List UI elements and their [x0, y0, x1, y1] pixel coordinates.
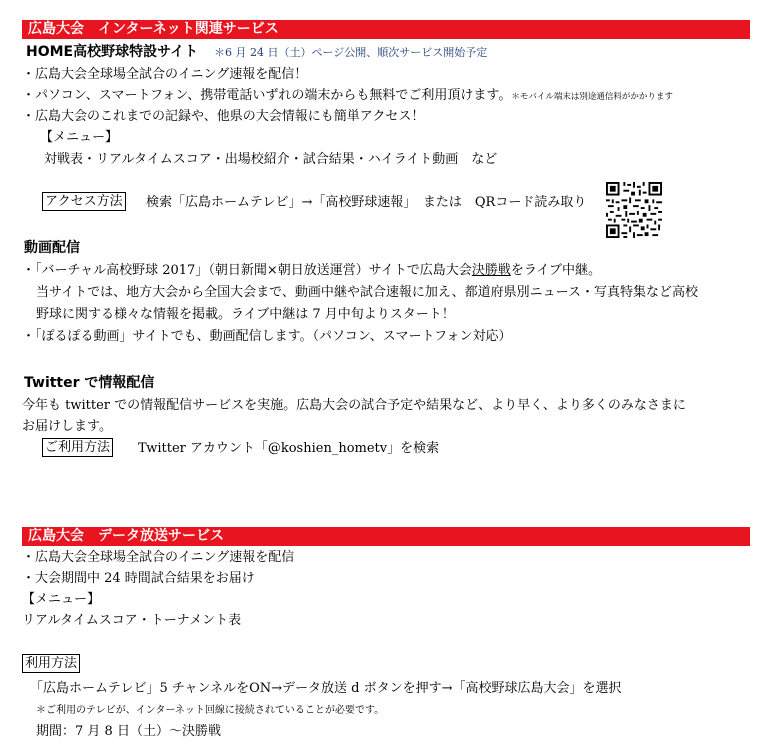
internet-menu-label: 【メニュー】 [40, 130, 119, 145]
data-broadcast-banner [22, 527, 750, 546]
data-usage-text: 「広島ホームテレビ」5 チャンネルをON→データ放送 d ボタンを押す→「高校野球広島大会」を選択 [30, 681, 622, 696]
internet-bullet-3: ・広島大会のこれまでの記録や、他県の大会情報にも簡単アクセス！ [22, 109, 425, 124]
twitter-heading: Twitter で情報配信 [24, 375, 155, 391]
twitter-usage-text: Twitter アカウント「@koshien_hometv」を検索 [138, 441, 440, 456]
internet-services-banner [22, 20, 750, 39]
data-bullet-1: ・広島大会全球場全試合のイニング速報を配信 [22, 550, 295, 565]
data-usage-note: ＊ご利用のテレビが、インターネット回線に接続されていることが必要です。 [36, 705, 385, 716]
data-menu-items: リアルタイムスコア・トーナメント表 [22, 613, 242, 628]
video-line-1 [22, 261, 601, 281]
twitter-usage-label: ご利用方法 [42, 438, 113, 458]
qr-code-icon[interactable] [606, 182, 662, 238]
internet-services-title: 広島大会 インターネット関連サービス [28, 21, 279, 37]
data-broadcast-title: 広島大会 データ放送サービス [28, 528, 224, 544]
access-method-text: 検索「広島ホームテレビ」→「高校野球速報」 または QRコード読み取り [146, 195, 587, 210]
video-line-3: 野球に関する様々な情報を掲載。ライブ中継は 7 月中旬よりスタート！ [36, 307, 455, 322]
mobile-fee-note: ＊モバイル端末は別途通信料がかかります [511, 92, 673, 102]
data-menu-label: 【メニュー】 [22, 592, 101, 607]
access-method-label: アクセス方法 [42, 192, 126, 212]
site-note: ＊6 月 24 日（土）ページ公開、順次サービス開始予定 [214, 46, 488, 59]
video-heading: 動画配信 [24, 240, 80, 256]
site-title: HOME高校野球特設サイト [26, 44, 199, 60]
video-line-2: 当サイトでは、地方大会から全国大会まで、動画中継や試合速報に加え、都道府県別ニュース・写真特集など高校 [36, 285, 698, 300]
twitter-line-1: 今年も twitter での情報配信サービスを実施。広島大会の試合予定や結果など、より早く、より多くのみなさまに [22, 398, 686, 413]
internet-bullet-2-text: ・パソコン、スマートフォン、携帯電話いずれの端末からも無料でご利用頂けます。 [22, 88, 512, 103]
data-usage-label: 利用方法 [22, 654, 80, 674]
video-line-1-pre: ・「バーチャル高校野球 2017」（朝日新聞×朝日放送運営）サイトで広島大会 [22, 263, 472, 278]
internet-bullet-2 [22, 86, 673, 107]
broadcast-period: 期間：7 月 8 日（土）～決勝戦 [36, 724, 221, 739]
video-line-1-post: をライブ中継。 [510, 263, 602, 278]
final-game-underlined: 決勝戦 [471, 263, 511, 278]
internet-bullet-1: ・広島大会全球場全試合のイニング速報を配信！ [22, 67, 308, 82]
video-line-4: ・「ぽるぽる動画」サイトでも、動画配信します。（パソコン、スマートフォン対応） [22, 329, 512, 344]
data-bullet-2: ・大会期間中 24 時間試合結果をお届け [22, 571, 255, 586]
twitter-line-2: お届けします。 [22, 419, 112, 434]
internet-menu-items: 対戦表・リアルタイムスコア・出場校紹介・試合結果・ハイライト動画 など [44, 152, 498, 167]
